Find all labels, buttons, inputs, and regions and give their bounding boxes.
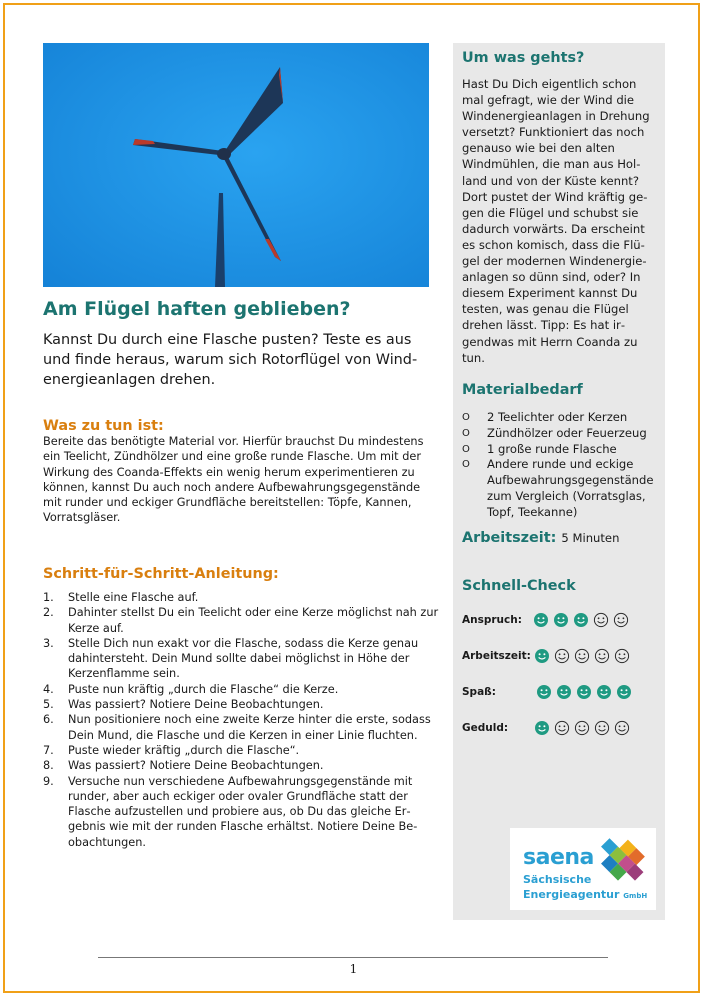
about-heading: Um was gehts? <box>462 50 585 66</box>
smiley-outline-icon <box>613 612 629 628</box>
material-list <box>462 410 662 521</box>
list-item <box>43 590 443 605</box>
circle-bullet-icon: O <box>462 459 470 471</box>
step-number: 7. <box>43 743 54 757</box>
circle-bullet-icon: O <box>462 412 470 423</box>
smiley-outline-icon <box>594 720 610 736</box>
rating-geduld <box>534 720 630 736</box>
steps-list <box>43 590 443 850</box>
smiley-outline-icon <box>593 612 609 628</box>
work-time-label: Arbeitszeit: <box>462 530 557 546</box>
smiley-filled-icon <box>533 612 549 628</box>
step-number: 9. <box>43 774 54 788</box>
smiley-filled-icon <box>536 684 552 700</box>
step-number: 8. <box>43 759 54 773</box>
list-item <box>43 636 443 682</box>
list-item <box>43 774 443 850</box>
work-time <box>462 530 619 546</box>
material-text: Andere runde und eckige Aufbewahrungsgegenstände zum Vergleich (Vorratsglas, Topf, Teekanne) <box>487 457 654 519</box>
circle-bullet-icon: O <box>462 443 470 455</box>
check-label: Geduld: <box>462 722 509 734</box>
smiley-filled-icon <box>616 684 632 700</box>
footer-divider <box>98 957 608 958</box>
check-label: Anspruch: <box>462 614 522 626</box>
logo-line-2-text: Energieagentur <box>523 888 620 901</box>
check-label: Arbeitszeit: <box>462 650 531 662</box>
material-text: 1 große runde Flasche <box>487 441 617 456</box>
list-item <box>43 697 443 712</box>
step-number: 4. <box>43 682 54 696</box>
step-number: 6. <box>43 713 54 727</box>
steps-heading: Schritt-für-Schritt-Anleitung: <box>43 566 279 582</box>
step-number: 5. <box>43 698 54 712</box>
todo-text: Bereite das benötigte Material vor. Hierfür brauchst Du mindestens ein Teelicht, Zündhölzer und eine große runde Flasche. Um mit der Wirkung des Coanda-Effekts ein wenig herum experimentieren zu können, kannst Du auch noch andere Aufbewahrungsgegenstände mit runder und eckiger Grundfläche bereitstellen: Töpfe, Kannen, Vorratsgläser. <box>43 435 424 525</box>
list-item <box>43 743 443 758</box>
logo-suffix: GmbH <box>623 892 648 900</box>
smiley-outline-icon <box>594 648 610 664</box>
smiley-outline-icon <box>554 648 570 664</box>
check-label: Spaß: <box>462 686 496 698</box>
saena-logo <box>510 828 656 910</box>
rating-arbeitszeit <box>534 648 630 664</box>
circle-bullet-icon: O <box>462 427 470 439</box>
smiley-outline-icon <box>574 648 590 664</box>
list-item <box>462 442 662 458</box>
list-item <box>43 758 443 773</box>
step-text: Was passiert? Notiere Deine Beobachtungen. <box>68 759 324 773</box>
rating-spass <box>536 684 632 700</box>
wind-turbine-photo <box>43 43 429 287</box>
step-text: Stelle Dich nun exakt vor die Flasche, sodass die Kerze genau dahintersteht. Dein Mund sollte dabei möglichst in Höhe der Kerzenflamme sein. <box>68 636 419 681</box>
smiley-filled-icon <box>596 684 612 700</box>
logo-wordmark: saena <box>523 845 594 870</box>
smiley-filled-icon <box>534 648 550 664</box>
logo-line-2 <box>523 888 647 901</box>
work-time-value: 5 Minuten <box>561 531 620 545</box>
step-text: Was passiert? Notiere Deine Beobachtungen. <box>68 698 324 712</box>
about-text: Hast Du Dich eigentlich schon mal gefragt, wie der Wind die Windenergieanlagen in Drehung versetzt? Funktioniert das noch genauso wie bei den alten Windmühlen, die man aus Holland und von der Küste kennt? Dort pustet der Wind kräftig gegen die Flügel und schubst sie dadurch vorwärts. Da erscheint es schon komisch, dass die Flügel der modernen Windenergieanlagen so dünn sind, oder? In diesem Experiment kannst Du testen, was genau die Flügel drehen lässt. Tipp: Es hat irgendwas mit Herrn Coanda zu tun. <box>462 77 650 365</box>
todo-heading: Was zu tun ist: <box>43 418 164 434</box>
material-heading: Materialbedarf <box>462 382 583 398</box>
material-text: 2 Teelichter oder Kerzen <box>487 410 628 424</box>
rating-anspruch <box>533 612 629 628</box>
smiley-outline-icon <box>614 648 630 664</box>
step-text: Puste wieder kräftig „durch die Flasche“. <box>68 743 300 757</box>
smiley-filled-icon <box>573 612 589 628</box>
list-item <box>43 682 443 697</box>
material-text: Zündhölzer oder Feuerzeug <box>487 425 647 440</box>
smiley-outline-icon <box>614 720 630 736</box>
list-item <box>462 426 662 442</box>
smiley-filled-icon <box>576 684 592 700</box>
smiley-filled-icon <box>534 720 550 736</box>
step-text: Nun positioniere noch eine zweite Kerze hinter die erste, sodass Dein Mund, die Flasche und die Kerzen in einer Linie fluchten. <box>68 713 431 742</box>
list-item <box>43 605 443 636</box>
smiley-filled-icon <box>556 684 572 700</box>
logo-line-1: Sächsische <box>523 873 592 886</box>
step-number: 1. <box>43 591 54 604</box>
page-number: 1 <box>349 962 358 976</box>
list-item <box>43 712 443 743</box>
smiley-outline-icon <box>574 720 590 736</box>
step-text: Puste nun kräftig „durch die Flasche“ die Kerze. <box>68 682 339 696</box>
page-title: Am Flügel haften geblieben? <box>43 298 351 320</box>
step-text: Dahinter stellst Du ein Teelicht oder eine Kerze möglichst nah zur Kerze auf. <box>68 606 439 635</box>
check-heading: Schnell-Check <box>462 578 576 594</box>
smiley-outline-icon <box>554 720 570 736</box>
step-number: 2. <box>43 606 54 620</box>
list-item <box>462 410 662 426</box>
step-number: 3. <box>43 636 54 650</box>
smiley-filled-icon <box>553 612 569 628</box>
step-text: Stelle eine Flasche auf. <box>68 591 199 604</box>
list-item <box>462 457 662 520</box>
step-text: Versuche nun verschiedene Aufbewahrungsgegenstände mit runder, aber auch eckiger oder ovaler Grundfläche statt der Flasche aufzustellen und probiere aus, ob Du das gleiche Ergebnis wie mit der runden Flasche erhältst. Notiere Deine Beobachtungen. <box>68 774 418 849</box>
lead-paragraph: Kannst Du durch eine Flasche pusten? Teste es aus und finde heraus, warum sich Rotorflügel von Windenergieanlagen drehen. <box>43 332 418 388</box>
